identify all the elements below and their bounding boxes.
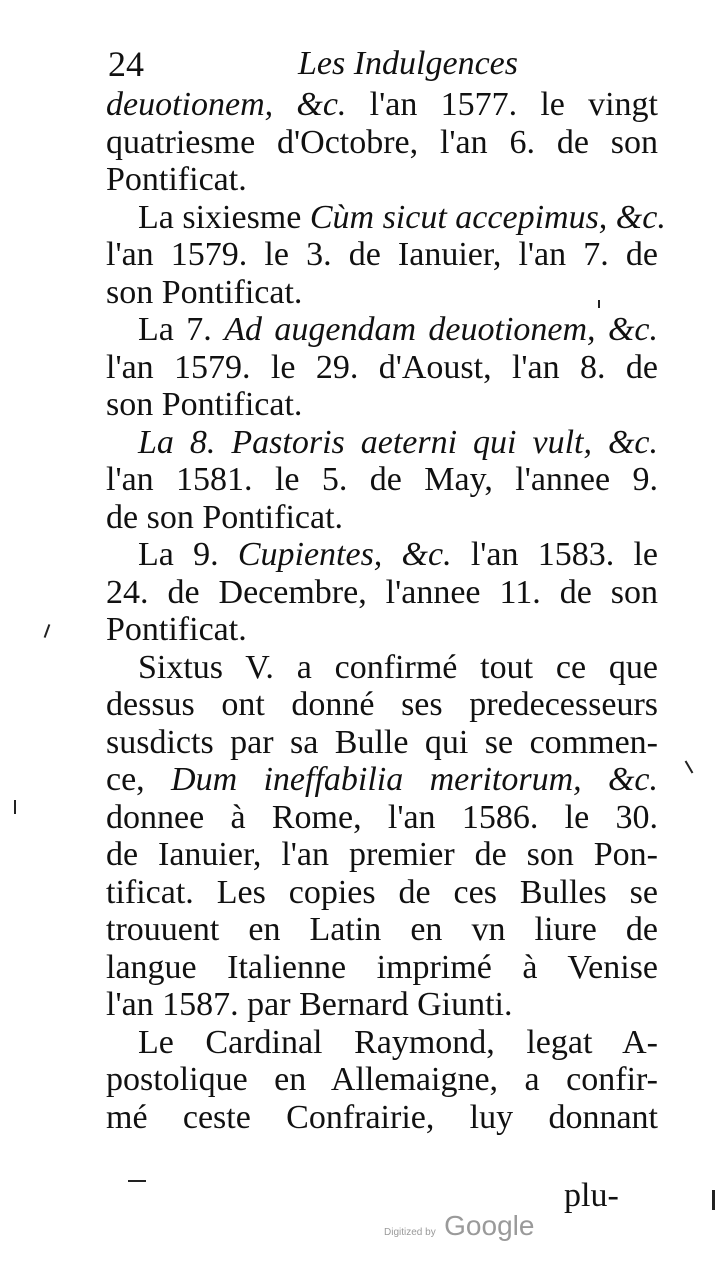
text-segment: Sixtus V. a confirmé tout ce que bbox=[138, 648, 658, 686]
page-header bbox=[108, 44, 668, 84]
text-segment: l'an 1587. par Bernard Giunti. bbox=[106, 986, 513, 1023]
text-line bbox=[106, 649, 658, 687]
text-segment: La sixiesme bbox=[138, 198, 310, 236]
running-title: Les Indulgences bbox=[298, 45, 519, 82]
text-segment: l'an 1579. le 3. de Ianuier, l'an 7. de bbox=[106, 236, 658, 273]
text-line bbox=[106, 198, 666, 237]
text-segment: ce, bbox=[106, 761, 172, 798]
text-segment: l'an 1579. le 29. d'Aoust, l'an 8. de bbox=[106, 348, 658, 386]
italic-segment: Ad augendam deuotionem, &c. bbox=[224, 311, 659, 348]
text-segment: susdicts par sa Bulle qui se commen- bbox=[106, 723, 658, 761]
text-line bbox=[106, 499, 658, 537]
text-line bbox=[106, 986, 658, 1024]
text-line bbox=[106, 424, 658, 462]
watermark-prefix: Digitized by bbox=[384, 1227, 436, 1238]
italic-segment: Dum ineffabilia meritorum, &c. bbox=[171, 761, 659, 798]
body-text bbox=[106, 86, 666, 1136]
text-line bbox=[106, 311, 658, 349]
text-segment: tificat. Les copies de ces Bulles se bbox=[106, 873, 658, 911]
text-line bbox=[106, 124, 658, 162]
text-line bbox=[106, 799, 658, 837]
catchword: plu- bbox=[564, 1177, 619, 1214]
text-segment: 24. de Decembre, l'annee 11. de son bbox=[106, 573, 658, 611]
text-line bbox=[106, 724, 658, 762]
text-segment: Le Cardinal Raymond, legat A- bbox=[138, 1023, 658, 1061]
text-line bbox=[106, 949, 658, 987]
text-segment: de Ianuier, l'an premier de son Pon- bbox=[106, 836, 658, 873]
scan-speck bbox=[598, 300, 600, 308]
text-line bbox=[106, 761, 658, 799]
scan-speck bbox=[128, 1180, 146, 1182]
text-segment: mé ceste Confrairie, luy donnant bbox=[106, 1098, 658, 1136]
scan-speck bbox=[44, 624, 51, 638]
text-segment: Pontificat. bbox=[106, 161, 247, 198]
text-line bbox=[106, 1061, 658, 1099]
text-segment: Pontificat. bbox=[106, 611, 247, 648]
text-segment: langue Italienne imprimé à Venise bbox=[106, 948, 658, 986]
text-line bbox=[106, 1024, 658, 1062]
text-segment: trouuent en Latin en vn liure de bbox=[106, 911, 658, 948]
text-segment: l'an 1583. le bbox=[451, 536, 658, 573]
text-line bbox=[106, 911, 658, 949]
text-line bbox=[106, 874, 658, 912]
text-segment: son Pontificat. bbox=[106, 386, 303, 423]
text-line bbox=[106, 161, 658, 199]
text-segment: son Pontificat. bbox=[106, 273, 303, 311]
text-segment: La 7. bbox=[138, 311, 225, 348]
italic-segment: Cùm sicut accepimus, &c. bbox=[309, 198, 666, 236]
text-line bbox=[106, 386, 658, 424]
text-segment: donnee à Rome, l'an 1586. le 30. bbox=[106, 798, 658, 836]
italic-segment: Cupientes, &c. bbox=[237, 536, 452, 573]
text-segment: l'an 1581. le 5. de May, l'annee 9. bbox=[106, 461, 658, 498]
digitization-watermark bbox=[384, 1210, 534, 1242]
text-line bbox=[106, 536, 658, 574]
text-line bbox=[106, 836, 658, 874]
italic-segment: deuotionem, &c. bbox=[106, 86, 347, 123]
text-segment: l'an 1577. le vingt bbox=[346, 86, 659, 123]
text-line bbox=[106, 236, 658, 274]
text-line bbox=[106, 461, 658, 499]
scan-speck bbox=[712, 1190, 715, 1210]
text-segment: La 9. bbox=[138, 536, 238, 573]
text-line bbox=[106, 611, 658, 649]
scan-speck bbox=[685, 760, 694, 773]
text-line bbox=[106, 86, 658, 124]
text-line bbox=[106, 1099, 658, 1137]
text-line bbox=[106, 274, 658, 312]
text-line bbox=[106, 574, 658, 612]
scan-speck bbox=[14, 800, 16, 814]
text-line bbox=[106, 349, 658, 387]
italic-segment: La 8. Pastoris aeterni qui vult, &c. bbox=[138, 423, 658, 461]
text-segment: de son Pontificat. bbox=[106, 498, 344, 536]
text-segment: quatriesme d'Octobre, l'an 6. de son bbox=[106, 123, 658, 161]
text-line bbox=[106, 686, 658, 724]
text-segment: dessus ont donné ses predecesseurs bbox=[106, 686, 658, 723]
page-number: 24 bbox=[108, 44, 144, 84]
text-segment: postolique en Allemaigne, a confir- bbox=[106, 1061, 658, 1098]
watermark-brand: Google bbox=[444, 1210, 535, 1241]
